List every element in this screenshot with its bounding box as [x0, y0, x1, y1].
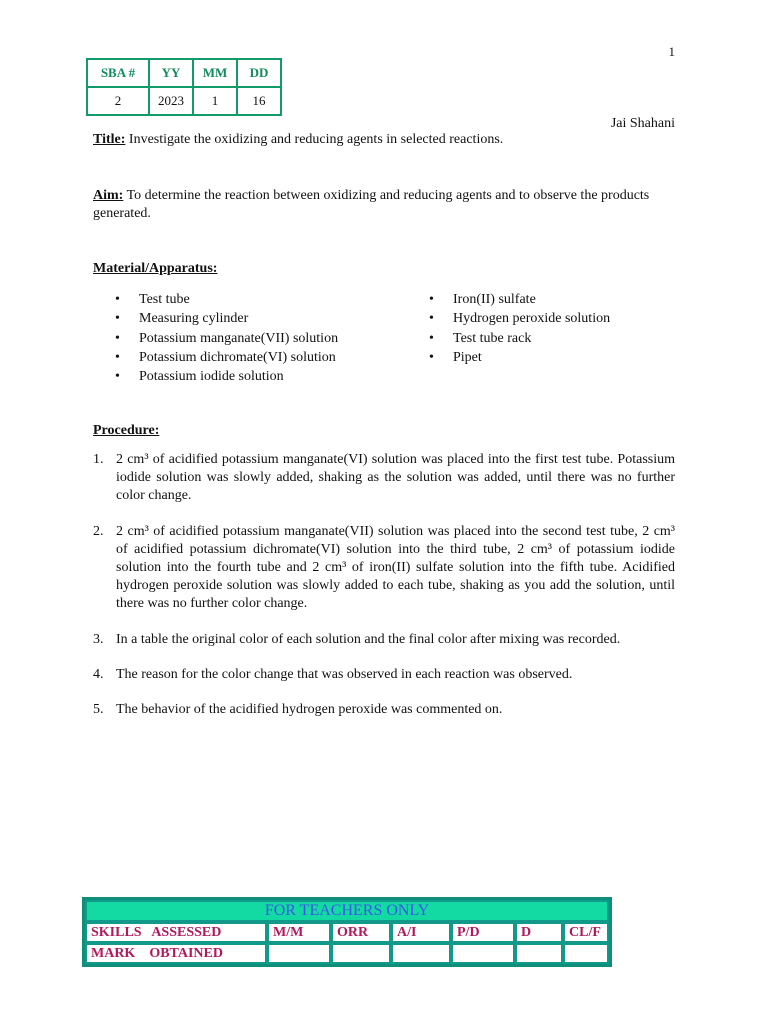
sba-header-row [87, 59, 281, 87]
list-item: • Potassium dichromate(VI) solution [93, 348, 393, 367]
aim-paragraph [93, 187, 675, 223]
mark-cell [563, 943, 609, 964]
skill-column: A/I [391, 922, 451, 943]
aim-label: Aim: [93, 188, 124, 203]
skill-column: D [515, 922, 563, 943]
procedure-step [93, 701, 675, 719]
skill-column: ORR [331, 922, 391, 943]
step-number: 1. [93, 452, 104, 467]
procedure-step [93, 631, 675, 649]
list-item: • Test tube rack [407, 329, 667, 348]
title-label: Title: [93, 132, 126, 147]
list-item: • Pipet [407, 348, 667, 367]
procedure-step [93, 523, 675, 614]
mark-cell [331, 943, 391, 964]
step-number: 2. [93, 523, 104, 539]
skill-column: CL/F [563, 922, 609, 943]
step-number: 3. [93, 631, 104, 647]
mark-row [85, 943, 609, 964]
aim-text: To determine the reaction between oxidizing and reducing agents and to observe the products generated. [93, 188, 650, 221]
list-item: • Potassium iodide solution [93, 367, 393, 386]
teachers-banner: FOR TEACHERS ONLY [85, 900, 609, 922]
teachers-banner-row [85, 900, 609, 922]
mark-cell [391, 943, 451, 964]
sba-table [86, 58, 282, 116]
step-text: The behavior of the acidified hydrogen peroxide was commented on. [116, 702, 503, 718]
procedure-step [93, 451, 675, 506]
list-item: • Potassium manganate(VII) solution [93, 329, 393, 348]
sba-value-cell: 16 [237, 87, 281, 115]
mark-cell [451, 943, 515, 964]
sba-value-cell: 2 [87, 87, 149, 115]
mark-cell [267, 943, 331, 964]
list-item: • Hydrogen peroxide solution [407, 309, 667, 328]
sba-header-cell: YY [149, 59, 193, 87]
page-number: 1 [668, 44, 675, 59]
materials-list-left [93, 290, 393, 386]
skills-assessed-label: SKILLS ASSESSED [85, 922, 267, 943]
materials-heading: Material/Apparatus: [93, 261, 218, 276]
step-number: 5. [93, 702, 104, 718]
sba-header-cell: SBA # [87, 59, 149, 87]
author-name: Jai Shahani [610, 116, 675, 131]
sba-header-cell: DD [237, 59, 281, 87]
step-number: 4. [93, 666, 104, 682]
mark-cell [515, 943, 563, 964]
procedure-heading: Procedure: [93, 423, 160, 438]
mark-obtained-label: MARK OBTAINED [85, 943, 267, 964]
list-item: • Iron(II) sulfate [407, 290, 667, 309]
title-text: Investigate the oxidizing and reducing agents in selected reactions. [125, 132, 504, 147]
sba-value-cell: 1 [193, 87, 237, 115]
step-text: The reason for the color change that was observed in each reaction was observed. [116, 666, 573, 682]
teachers-only-table [82, 897, 612, 967]
skill-column: M/M [267, 922, 331, 943]
sba-value-row [87, 87, 281, 115]
step-text: In a table the original color of each solution and the final color after mixing was recorded. [116, 631, 621, 647]
skills-row [85, 922, 609, 943]
skill-column: P/D [451, 922, 515, 943]
materials-list-right [407, 290, 667, 367]
list-item: • Measuring cylinder [93, 309, 393, 328]
sba-value-cell: 2023 [149, 87, 193, 115]
title-line [93, 132, 503, 148]
procedure-list [93, 451, 675, 719]
list-item: • Test tube [93, 290, 393, 309]
step-text: 2 cm³ of acidified potassium manganate(VII) solution was placed into the second test tube, 2 cm³ of acidified potassium dichromate(VI) solution into the third tube, 2 cm³ of potassium iodide solution into the fourth tube and 2 cm³ of iron(II) sulfate solution into the fifth tube. Acidified hydrogen peroxide solution was slowly added to each tube, shaking as you add the solution, until there was no further color change. [116, 523, 675, 612]
step-text: 2 cm³ of acidified potassium manganate(VI) solution was placed into the first test tube. Potassium iodide solution was slowly added, shaking as the solution was added, until there was no further color change. [116, 452, 675, 504]
sba-header-cell: MM [193, 59, 237, 87]
procedure-step [93, 666, 675, 684]
